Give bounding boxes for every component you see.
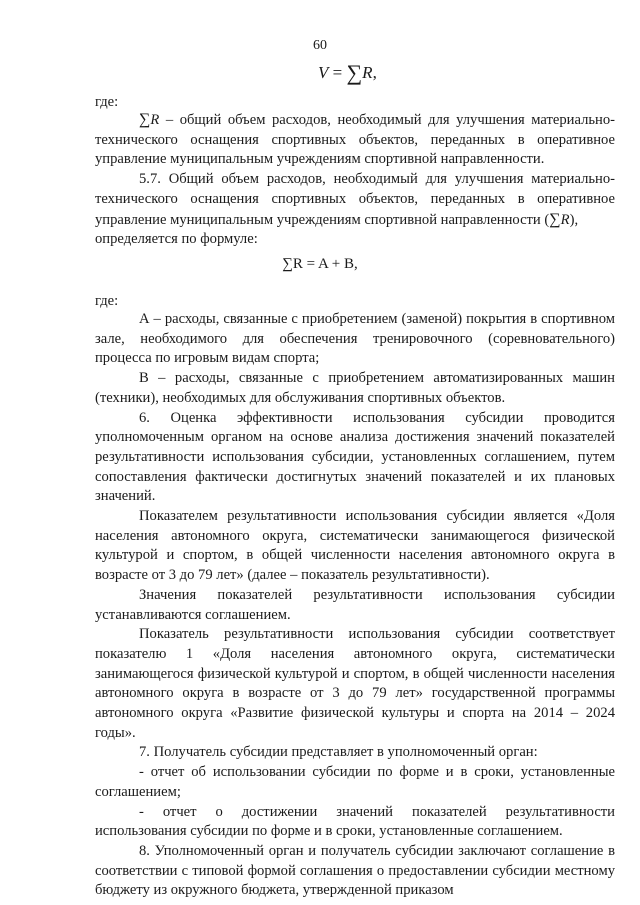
paragraph-6: 6. Оценка эффективности использования субсидии проводится уполномоченным органом на основе анализа достижения значений показателей результативности использования субсидии, установленных соглашением, путем сопоставления фактически достигнутых значений показателей и их плановых значений. [95,409,615,505]
paragraph-7-item-1: - отчет об использовании субсидии по форме и в сроки, установленные соглашением; [95,764,615,800]
paragraph-values: Значения показателей результативности использования субсидии устанавливаются соглашением. [95,586,615,623]
paragraph-5-7 [95,170,615,230]
definitions-block-1 [95,110,615,250]
formula-sum-r: ∑R = A + B, [282,256,358,272]
formula-rhs: R [362,63,373,82]
sum-symbol: ∑ [139,111,151,128]
def-var: R [150,112,160,128]
paragraph-8: 8. Уполномоченный орган и получатель субсидии заключают соглашение в соответствии с типовой формой соглашения о предоставлении субсидии местному бюджету из окружного бюджета, утвержденной приказом [95,842,615,899]
def-sum-r [95,110,615,170]
para-5-7-line2: определяется по формуле: [95,231,258,248]
where-label-1: где: [95,94,119,110]
def-a: А – расходы, связанные с приобретением (заменой) покрытия в спортивном зале, необходимого для обеспечения тренировочного (соревновательного) процесса по игровым видам спорта; [95,311,615,367]
paragraph-correspondence: Показатель результативности использования субсидии соответствует показателю 1 «Доля населения автономного округа, систематически занимающегося физической культурой и спортом, в общей численности населения автономного округа в возрасте от 3 до 79 лет» государственной программы автономного округа «Развитие физической культуры и спорта на 2014 – 2024 годы». [95,626,615,741]
paragraph-7-item-2: - отчет о достижении значений показателей результативности использования субсидии по форме и в сроки, установленные соглашением. [95,803,615,840]
formula-lhs: V [318,63,329,82]
sum-symbol: ∑ [549,210,561,228]
para-5-7-tail: ), [569,211,579,228]
where-label-2: где: [95,293,119,309]
formula-total-volume [318,60,377,86]
formula-eq: = [328,63,347,82]
def-text: – общий объем расходов, необходимый для улучшения материально-технического оснащения спортивных объектов, переданных в оперативное управление муниципальным учреждениям спортивной направленности. [95,112,615,168]
para-5-7-var: R [560,211,570,228]
def-b: В – расходы, связанные с приобретением автоматизированных машин (техники), необходимых для обслуживания спортивных объектов. [95,370,615,406]
formula-tail: , [372,63,377,82]
paragraph-indicator: Показателем результативности использования субсидии является «Доля населения автономного округа, систематически занимающегося физической культурой и спортом, в общей численности населения автономного округа в возрасте от 3 до 79 лет» (далее – показатель результативности). [95,508,615,584]
page-number: 60 [313,38,327,53]
paragraph-7: 7. Получатель субсидии представляет в уполномоченный орган: [139,744,538,761]
para-5-7-text: 5.7. Общий объем расходов, необходимый для улучшения материально-технического оснащения спортивных объектов, переданных в оперативное управление муниципальным учреждениям спортивной направленности ( [95,171,615,228]
sum-symbol: ∑ [346,60,363,85]
definitions-block-2 [95,310,615,901]
